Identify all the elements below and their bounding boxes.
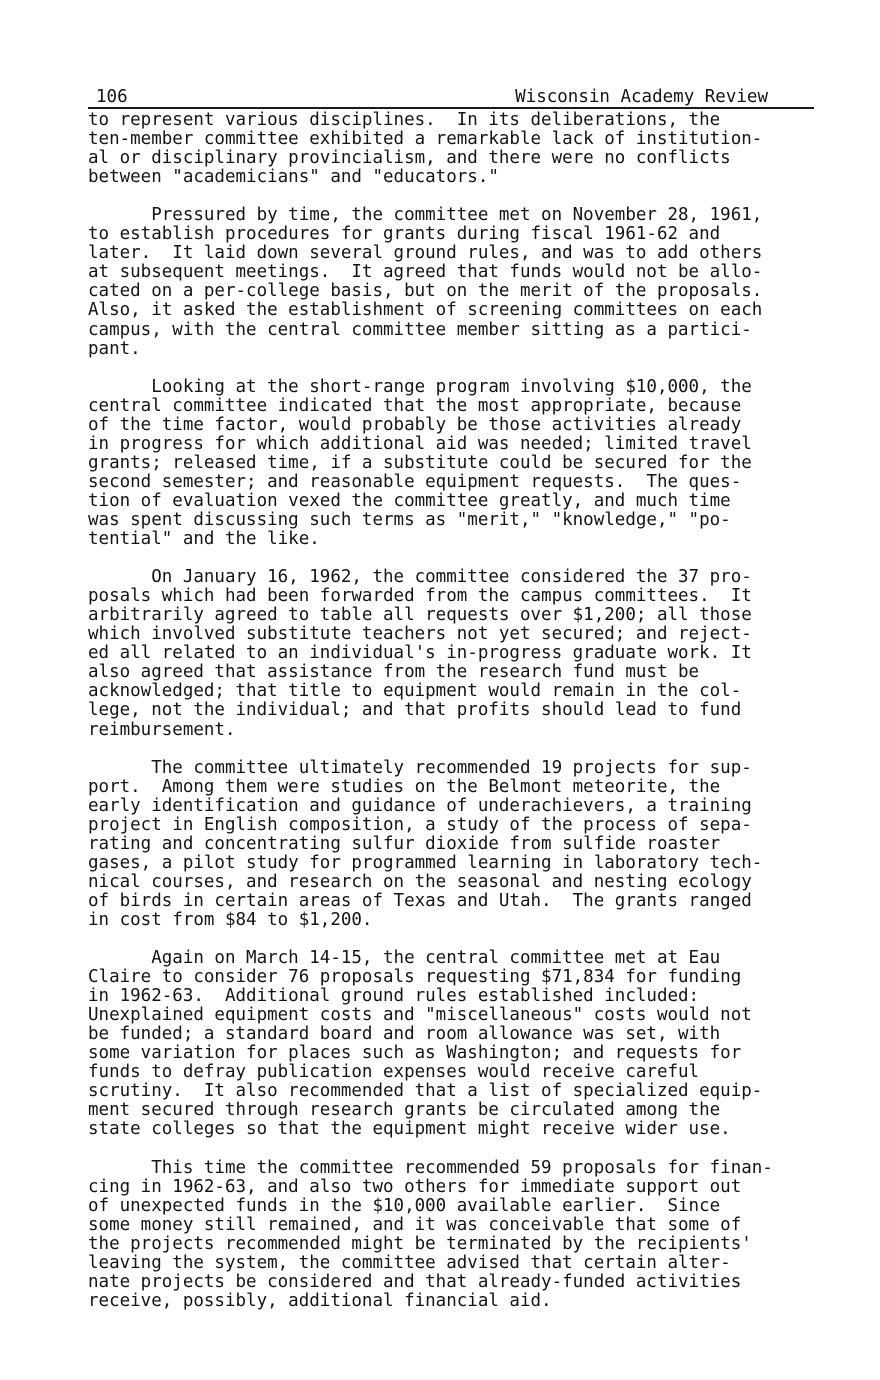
paragraph <box>88 1159 814 1311</box>
text-line: Pressured by time, the committee met on November 28, 1961, <box>88 205 763 226</box>
text-line: some money still remained, and it was conceivable that some of <box>88 1214 742 1235</box>
running-title: Wisconsin Academy Review <box>515 87 768 107</box>
text-line: arbitrarily agreed to table all requests over $1,200; all those <box>88 605 752 626</box>
page-header <box>88 84 814 109</box>
text-line: Claire to consider 76 proposals requesting $71,834 for funding <box>88 967 742 988</box>
page-number: 106 <box>96 87 128 107</box>
text-line: lege, not the individual; and that profits should lead to fund <box>88 700 742 721</box>
text-line: which involved substitute teachers not yet secured; and reject- <box>88 624 752 645</box>
text-line: On January 16, 1962, the committee considered the 37 pro- <box>88 567 752 588</box>
paragraph-gap <box>88 1140 814 1159</box>
text-line: of unexpected funds in the $10,000 available earlier. Since <box>88 1195 721 1216</box>
text-line: acknowledged; that title to equipment would remain in the col- <box>88 681 742 702</box>
text-line: tential" and the like. <box>88 529 320 550</box>
text-line: al or disciplinary provincialism, and there were no conflicts <box>88 148 731 169</box>
text-line: reimbursement. <box>88 719 236 740</box>
text-line: posals which had been forwarded from the campus committees. It <box>88 586 752 607</box>
paragraph <box>88 378 814 549</box>
text-line: campus, with the central committee member sitting as a partici- <box>88 319 752 340</box>
text-line: ed all related to an individual's in-progress graduate work. It <box>88 643 752 664</box>
text-line: scrutiny. It also recommended that a list of specialized equip- <box>88 1081 763 1102</box>
document-page <box>88 84 814 1311</box>
text-line: nical courses, and research on the seasonal and nesting ecology <box>88 871 752 892</box>
text-line: receive, possibly, additional financial aid. <box>88 1290 552 1311</box>
paragraph <box>88 111 814 187</box>
text-line: Looking at the short-range program involving $10,000, the <box>88 376 752 397</box>
article-body <box>88 111 814 1311</box>
text-line: some variation for places such as Washington; and requests for <box>88 1043 742 1064</box>
text-line: to represent various disciplines. In its deliberations, the <box>88 110 721 130</box>
text-line: in cost from $84 to $1,200. <box>88 909 373 930</box>
text-line: was spent discussing such terms as "merit," "knowledge," "po- <box>88 509 731 530</box>
text-line: rating and concentrating sulfur dioxide from sulfide roaster <box>88 833 721 854</box>
text-line: of the time factor, would probably be those activities already <box>88 414 742 435</box>
text-line: in progress for which additional aid was needed; limited travel <box>88 433 752 454</box>
text-line: ten-member committee exhibited a remarkable lack of institution- <box>88 129 763 150</box>
paragraph <box>88 759 814 930</box>
text-line: central committee indicated that the most appropriate, because <box>88 395 742 416</box>
paragraph <box>88 206 814 358</box>
text-line: Also, it asked the establishment of screening committees on each <box>88 300 763 321</box>
text-line: the projects recommended might be terminated by the recipients' <box>88 1233 752 1254</box>
paragraph-gap <box>88 187 814 206</box>
text-line: The committee ultimately recommended 19 projects for sup- <box>88 757 752 778</box>
text-line: funds to defray publication expenses would receive careful <box>88 1062 700 1083</box>
text-line: state colleges so that the equipment might receive wider use. <box>88 1119 731 1140</box>
text-line: between "academicians" and "educators." <box>88 167 499 188</box>
paragraph <box>88 568 814 739</box>
text-line: leaving the system, the committee advised that certain alter- <box>88 1252 731 1273</box>
text-line: grants; released time, if a substitute could be secured for the <box>88 452 752 473</box>
paragraph-gap <box>88 549 814 568</box>
text-line: pant. <box>88 338 141 359</box>
text-line: be funded; a standard board and room allowance was set, with <box>88 1024 721 1045</box>
text-line: cated on a per-college basis, but on the merit of the proposals. <box>88 281 763 302</box>
text-line: cing in 1962-63, and also two others for immediate support out <box>88 1176 742 1197</box>
paragraph-gap <box>88 359 814 378</box>
text-line: gases, a pilot study for programmed learning in laboratory tech- <box>88 852 763 873</box>
text-line: This time the committee recommended 59 proposals for finan- <box>88 1157 773 1178</box>
text-line: also agreed that assistance from the research fund must be <box>88 662 700 683</box>
paragraph-gap <box>88 930 814 949</box>
paragraph <box>88 949 814 1139</box>
text-line: of birds in certain areas of Texas and Utah. The grants ranged <box>88 890 752 911</box>
text-line: nate projects be considered and that already-funded activities <box>88 1271 742 1292</box>
text-line: tion of evaluation vexed the committee greatly, and much time <box>88 490 731 511</box>
paragraph-gap <box>88 740 814 759</box>
text-line: at subsequent meetings. It agreed that funds would not be allo- <box>88 262 763 283</box>
text-line: ment secured through research grants be circulated among the <box>88 1100 721 1121</box>
text-line: in 1962-63. Additional ground rules established included: <box>88 986 700 1007</box>
text-line: project in English composition, a study of the process of sepa- <box>88 814 752 835</box>
text-line: later. It laid down several ground rules, and was to add others <box>88 243 763 264</box>
text-line: Again on March 14-15, the central committee met at Eau <box>88 948 721 969</box>
text-line: early identification and guidance of underachievers, a training <box>88 795 752 816</box>
text-line: to establish procedures for grants during fiscal 1961-62 and <box>88 224 721 245</box>
text-line: port. Among them were studies on the Belmont meteorite, the <box>88 776 721 797</box>
text-line: second semester; and reasonable equipment requests. The ques- <box>88 471 742 492</box>
text-line: Unexplained equipment costs and "miscellaneous" costs would not <box>88 1005 752 1026</box>
